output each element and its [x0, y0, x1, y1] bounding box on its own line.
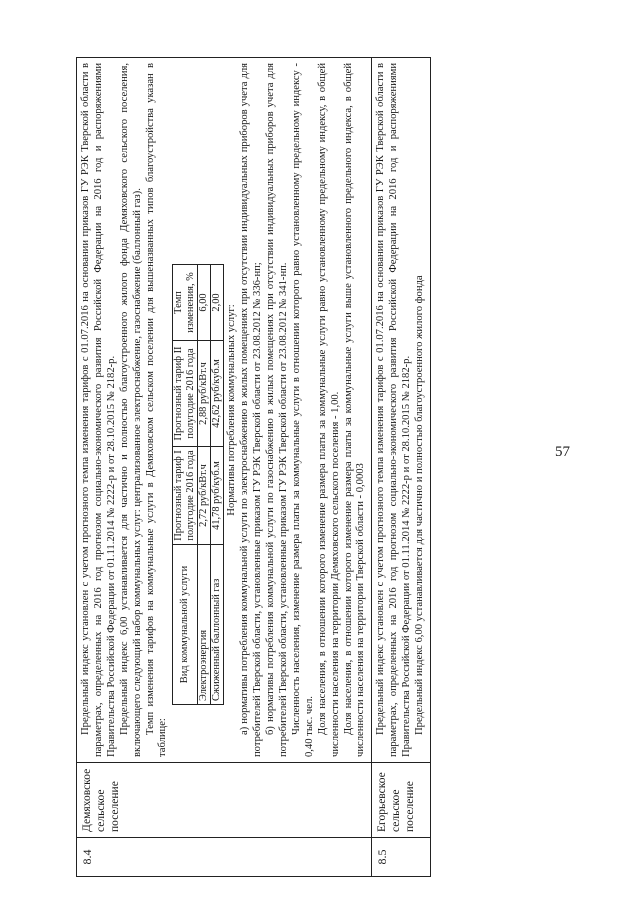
paragraph: б) нормативы потребления коммунальной услуги по газоснабжению в жилых помещениях при отсутствии индивидуальных приборов учета для потребителей Тверской области, установленные приказом ГУ РЭК Тверской области от 23.08.2012 № 341-нп.: [265, 63, 289, 757]
row-description: [77, 58, 372, 763]
tariff-row: [198, 265, 211, 705]
paragraph: Доля населения, в отношении которого изменение размера платы за коммунальные услуги выше установленного предельного индекса, в общей численности населения на территории Тверской области - 0,0003: [342, 63, 367, 757]
page-number: 57: [555, 444, 570, 460]
paragraph: Предельный индекс 6,00 устанавливается для частично и полностью благоустроенного жилого фонда: [414, 275, 426, 735]
table-row: [372, 58, 431, 877]
rate-change: 2,00: [211, 265, 224, 341]
service-name: Электроэнергия: [198, 545, 211, 705]
index-table: [76, 57, 431, 877]
paragraph: Темп изменения тарифов на коммунальные услуги в Демяховском сельском поселении для вышеназванных типов благоустройства указан в таблице:: [144, 63, 169, 757]
header-tariff-h1: Прогнозный тариф I полугодие 2016 года: [173, 447, 198, 545]
header-tariff-h2: Прогнозный тариф II полугодие 2016 года: [173, 341, 198, 447]
rotated-page-content: [76, 57, 596, 877]
tariff-table-header: [173, 265, 198, 705]
row-number: 8.5: [372, 838, 431, 877]
paragraph: Предельный индекс установлен с учетом прогнозного темпа изменения тарифов с 01.07.2016 на основании приказов ГУ РЭК Тверской области в параметрах, определенных на 2016 год прогнозом социально-экономического развития Российской Федерации на 2016 год и распоряжениями Правительства Российской Федерации от 01.11.2014 № 2222-р и от 28.10.2015 № 2182-р.: [80, 63, 117, 757]
norms-heading: Нормативы потребления коммунальных услуг:: [226, 304, 238, 516]
header-service: Вид коммунальной услуги: [173, 545, 198, 705]
tariff-row: [211, 265, 224, 705]
tariff-h2: 2,88 руб/кВт.ч: [198, 341, 211, 447]
service-name: Сжиженный баллонный газ: [211, 545, 224, 705]
tariff-h2: 42,62 руб/куб.м: [211, 341, 224, 447]
table-row: [77, 58, 372, 877]
settlement-name: Демяховское сельское поселение: [77, 763, 372, 838]
tariff-table: [172, 264, 224, 705]
paragraph: Предельный индекс установлен с учетом прогнозного темпа изменения тарифов с 01.07.2016 на основании приказов ГУ РЭК Тверской области в параметрах, определенных на 2016 год прогнозом социально-экономического развития Российской Федерации на 2016 год и распоряжениями Правительства Российской Федерации от 01.11.2014 № 2222-р и от 28.10.2015 № 2182-р.: [375, 63, 413, 757]
paragraph: Численность населения, изменение размера платы за коммунальные услуги в отношении которого равно установленному предельному индексу - 0,40 тыс. чел.: [290, 63, 315, 757]
paragraph: Доля населения, в отношении которого изменение размера платы за коммунальные услуги равно установленному предельному индексу, в общей численности населения на территории Демяховского сельского поселения - 1,00.: [316, 63, 341, 757]
row-description: [372, 58, 431, 763]
tariff-h1: 41,78 руб/куб.м: [211, 447, 224, 545]
paragraph: Предельный индекс 6,00 устанавливается для частично и полностью благоустроенного жилого фонда Демяховского сельского поселения, включающего следующий набор коммунальных услуг: централизованное электроснабжение, газоснабжение (баллонный газ).: [118, 63, 143, 757]
paragraph: а) нормативы потребления коммунальной услуги по электроснабжению в жилых помещениях при отсутствии индивидуальных приборов учета для потребителей Тверской области, установленные приказом ГУ РЭК Тверской области от 23.08.2012 № 336-нп;: [239, 63, 264, 757]
row-number: 8.4: [77, 838, 372, 877]
header-rate: Темп изменения, %: [173, 265, 198, 341]
settlement-name: Егорьевское сельское поселение: [372, 763, 431, 838]
tariff-h1: 2,72 руб/кВт.ч: [198, 447, 211, 545]
rate-change: 6,00: [198, 265, 211, 341]
